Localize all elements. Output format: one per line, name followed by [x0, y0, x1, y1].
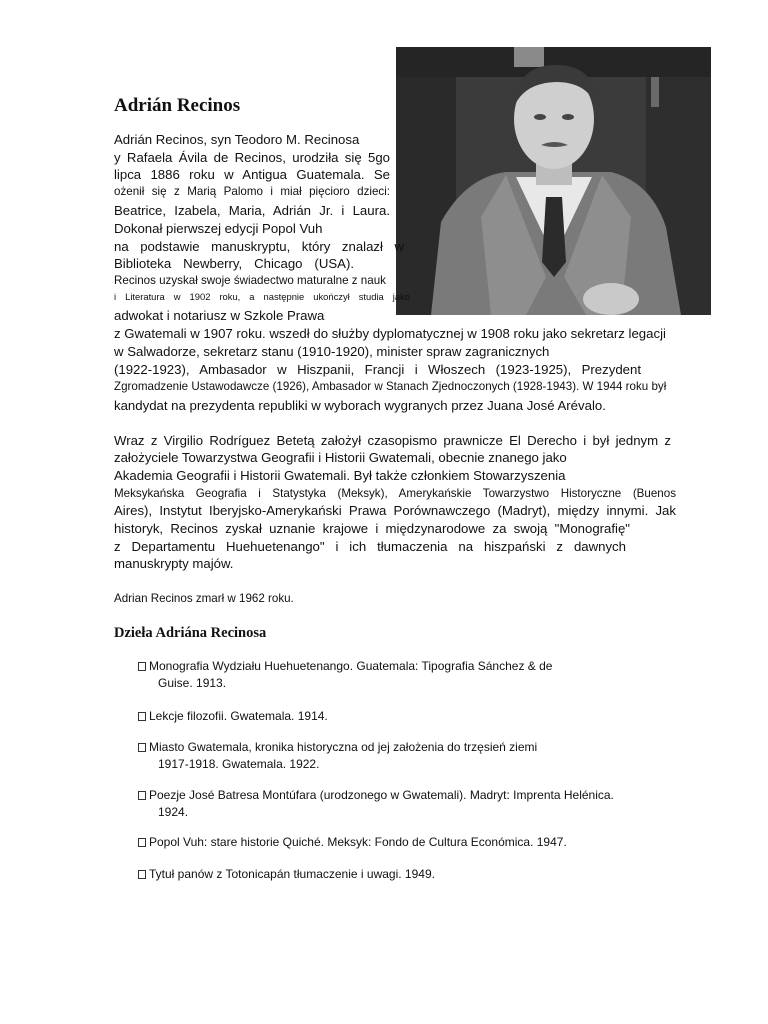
page-title: Adrián Recinos [114, 95, 241, 116]
work-item [138, 658, 658, 692]
bio-line: y Rafaela Ávila de Recinos, urodziła się 5go [114, 150, 390, 165]
work-item [138, 787, 658, 821]
work-item [138, 866, 658, 883]
checkbox-bullet-icon [138, 870, 146, 879]
work-title-cont: 1924. [158, 805, 189, 819]
work-item [138, 739, 658, 773]
bio-line: Biblioteka Newberry, Chicago (USA). [114, 256, 354, 271]
bio-line: manuskrypty majów. [114, 556, 234, 571]
checkbox-bullet-icon [138, 743, 146, 752]
work-title: Miasto Gwatemala, kronika historyczna od jej założenia do trzęsień ziemi [149, 740, 538, 754]
bio-line: Akademia Geografii i Historii Gwatemali. Był także członkiem Stowarzyszenia [114, 468, 566, 483]
portrait-photo-graphic [396, 47, 711, 315]
work-title: Poezje José Batresa Montúfara (urodzonego w Gwatemali). Madryt: Imprenta Helénica. [149, 788, 614, 802]
checkbox-bullet-icon [138, 838, 146, 847]
bio-line: Dokonał pierwszej edycji Popol Vuh [114, 221, 323, 236]
work-title: Lekcje filozofii. Gwatemala. 1914. [149, 709, 328, 723]
work-item [138, 708, 658, 725]
portrait-photo [396, 47, 711, 315]
bio-line: adwokat i notariusz w Szkole Prawa [114, 308, 325, 323]
bio-line: i Literatura w 1902 roku, a następnie ukończył studia jako [114, 291, 410, 302]
bio-line: lipca 1886 roku w Antigua Guatemala. Se [114, 167, 390, 182]
bio-line: Recinos uzyskał swoje świadectwo maturalne z nauk [114, 274, 386, 287]
bio-line: Adrián Recinos, syn Teodoro M. Recinosa [114, 132, 360, 147]
bio-line: z Gwatemali w 1907 roku. wszedł do służby dyplomatycznej w 1908 roku jako sekretarz legacji [114, 326, 666, 341]
bio-line: kandydat na prezydenta republiki w wyborach wygranych przez Juana José Arévalo. [114, 398, 606, 413]
bio-line: Zgromadzenie Ustawodawcze (1926), Ambasador w Stanach Zjednoczonych (1928-1943). W 1944 roku był [114, 380, 667, 393]
bio-line: z Departamentu Huehuetenango" i ich tłumaczenia na hiszpański z dawnych [114, 539, 626, 554]
work-title: Monografia Wydziału Huehuetenango. Guatemala: Tipografia Sánchez & de [149, 659, 553, 673]
bio-line: historyk, Recinos zyskał uznanie krajowe i międzynarodowe za swoją "Monografię" [114, 521, 630, 536]
bio-line: ożenił się z Marią Palomo i miał pięcioro dzieci: [114, 185, 390, 198]
bio-line: założyciele Towarzystwa Geografii i Historii Gwatemali, obecnie znanego jako [114, 450, 567, 465]
work-title: Popol Vuh: stare historie Quiché. Meksyk: Fondo de Cultura Económica. 1947. [149, 835, 567, 849]
bio-line: Aires), Instytut Iberyjsko-Amerykański Prawa Porównawczego (Madryt), między innymi. Jak [114, 503, 676, 518]
work-title-cont: Guise. 1913. [158, 676, 227, 690]
checkbox-bullet-icon [138, 662, 146, 671]
bio-line: Meksykańska Geografia i Statystyka (Meksyk), Amerykańskie Towarzystwo Historyczne (Buenos [114, 487, 676, 500]
work-title-cont: 1917-1918. Gwatemala. 1922. [158, 757, 320, 771]
bio-line: na podstawie manuskryptu, który znalazł w [114, 239, 404, 254]
death-note: Adrian Recinos zmarł w 1962 roku. [114, 592, 294, 605]
works-heading: Dzieła Adriána Recinosa [114, 625, 267, 641]
bio-line: w Salwadorze, sekretarz stanu (1910-1920), minister spraw zagranicznych [114, 344, 550, 359]
work-item [138, 834, 658, 851]
work-title: Tytuł panów z Totonicapán tłumaczenie i uwagi. 1949. [149, 867, 435, 881]
bio-line: Beatrice, Izabela, Maria, Adrián Jr. i Laura. [114, 203, 390, 218]
bio-line: Wraz z Virgilio Rodríguez Betetą założył czasopismo prawnicze El Derecho i był jednym z [114, 433, 671, 448]
checkbox-bullet-icon [138, 791, 146, 800]
bio-line: (1922-1923), Ambasador w Hiszpanii, Francji i Włoszech (1923-1925), Prezydent [114, 362, 641, 377]
checkbox-bullet-icon [138, 712, 146, 721]
